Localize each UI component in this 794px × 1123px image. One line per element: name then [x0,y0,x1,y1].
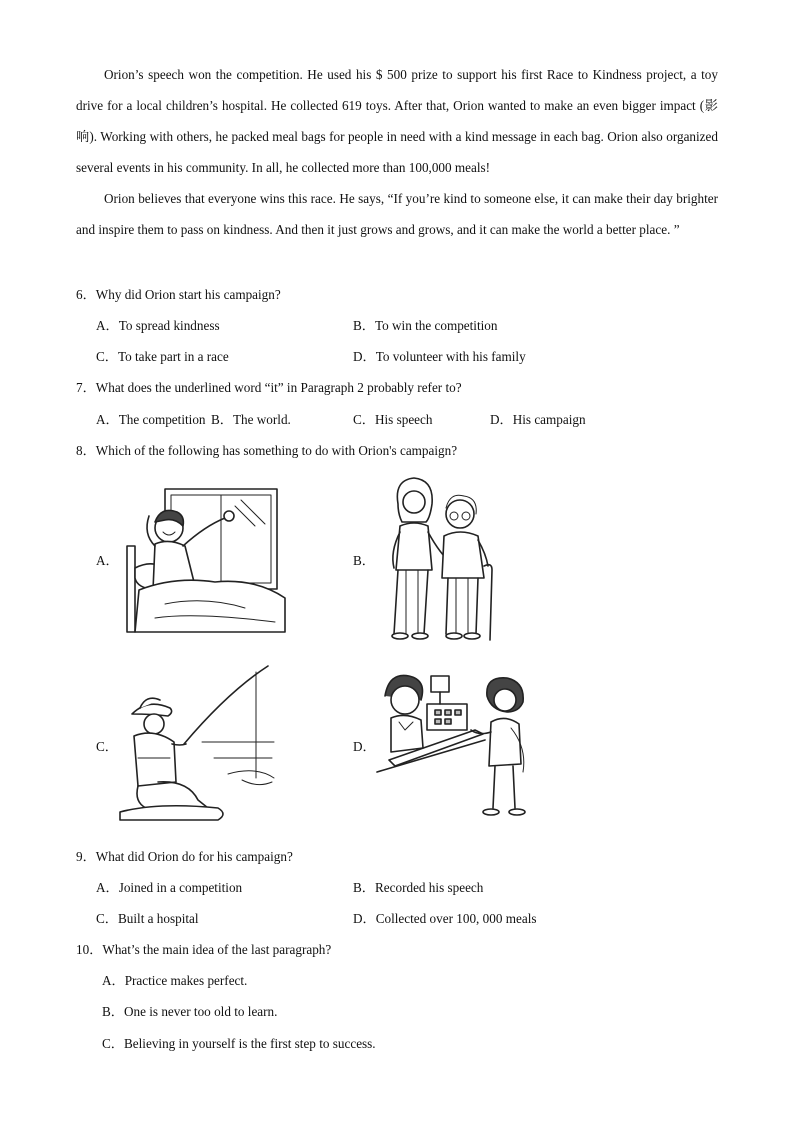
question-9-option-a[interactable]: A．Joined in a competition [96,880,243,895]
passage-paragraph-3-text: Orion’s speech won the competition. He used his $ 500 prize to support his first Race to Kindness project, a toy drive for a local children’s hospital. He collected 619 toys. After that, Orion wanted to make an even bigger impact (影响). Working with others, he packed meal bags for people in need with a kind message in each bag. Orion also organized several events in his community. In all, he collected more than 100,000 meals! [76,67,718,175]
question-9-stem: 9．What did Orion do for his campaign? [76,849,293,864]
question-9-option-b[interactable]: B．Recorded his speech [353,880,484,895]
question-7-option-a[interactable]: A．The competition [96,412,206,427]
question-6-stem: 6．Why did Orion start his campaign? [76,287,281,302]
helping-elderly-picture [380,474,498,644]
question-6-option-a[interactable]: A．To spread kindness [96,318,220,333]
question-7-option-d[interactable]: D．His campaign [490,412,586,427]
question-8-option-b[interactable]: B． [353,553,375,568]
passage-paragraph-3 [76,59,718,183]
question-10-option-b[interactable]: B．One is never too old to learn. [102,1004,278,1019]
waking-up-picture [125,486,287,634]
question-6-option-c[interactable]: C．To take part in a race [96,349,229,364]
question-7-option-c[interactable]: C．His speech [353,412,433,427]
question-10-option-c[interactable]: C．Believing in yourself is the first step to success. [102,1036,376,1051]
question-6-option-b[interactable]: B．To win the competition [353,318,498,333]
passage-paragraph-4-text: Orion believes that everyone wins this race. He says, “If you’re kind to someone else, it can make their day brighter and inspire them to pass on kindness. And then it just grows and grows, and it can make the world a better place. ” [76,191,718,237]
question-8-stem: 8．Which of the following has something to do with Orion's campaign? [76,443,458,458]
fishing-picture [118,662,278,822]
question-8-option-c[interactable]: C． [96,739,118,754]
question-7-option-b[interactable]: B．The world. [211,412,291,427]
shopping-picture [375,668,537,824]
passage-paragraph-4 [76,183,718,245]
question-6-option-d[interactable]: D．To volunteer with his family [353,349,526,364]
question-9-option-c[interactable]: C．Built a hospital [96,911,199,926]
question-10-stem: 10．What’s the main idea of the last paragraph? [76,942,332,957]
question-8-option-a[interactable]: A． [96,553,119,568]
question-8-option-d[interactable]: D． [353,739,376,754]
question-7-stem: 7．What does the underlined word “it” in Paragraph 2 probably refer to? [76,380,462,395]
question-9-option-d[interactable]: D．Collected over 100, 000 meals [353,911,537,926]
question-10-option-a[interactable]: A．Practice makes perfect. [102,973,248,988]
